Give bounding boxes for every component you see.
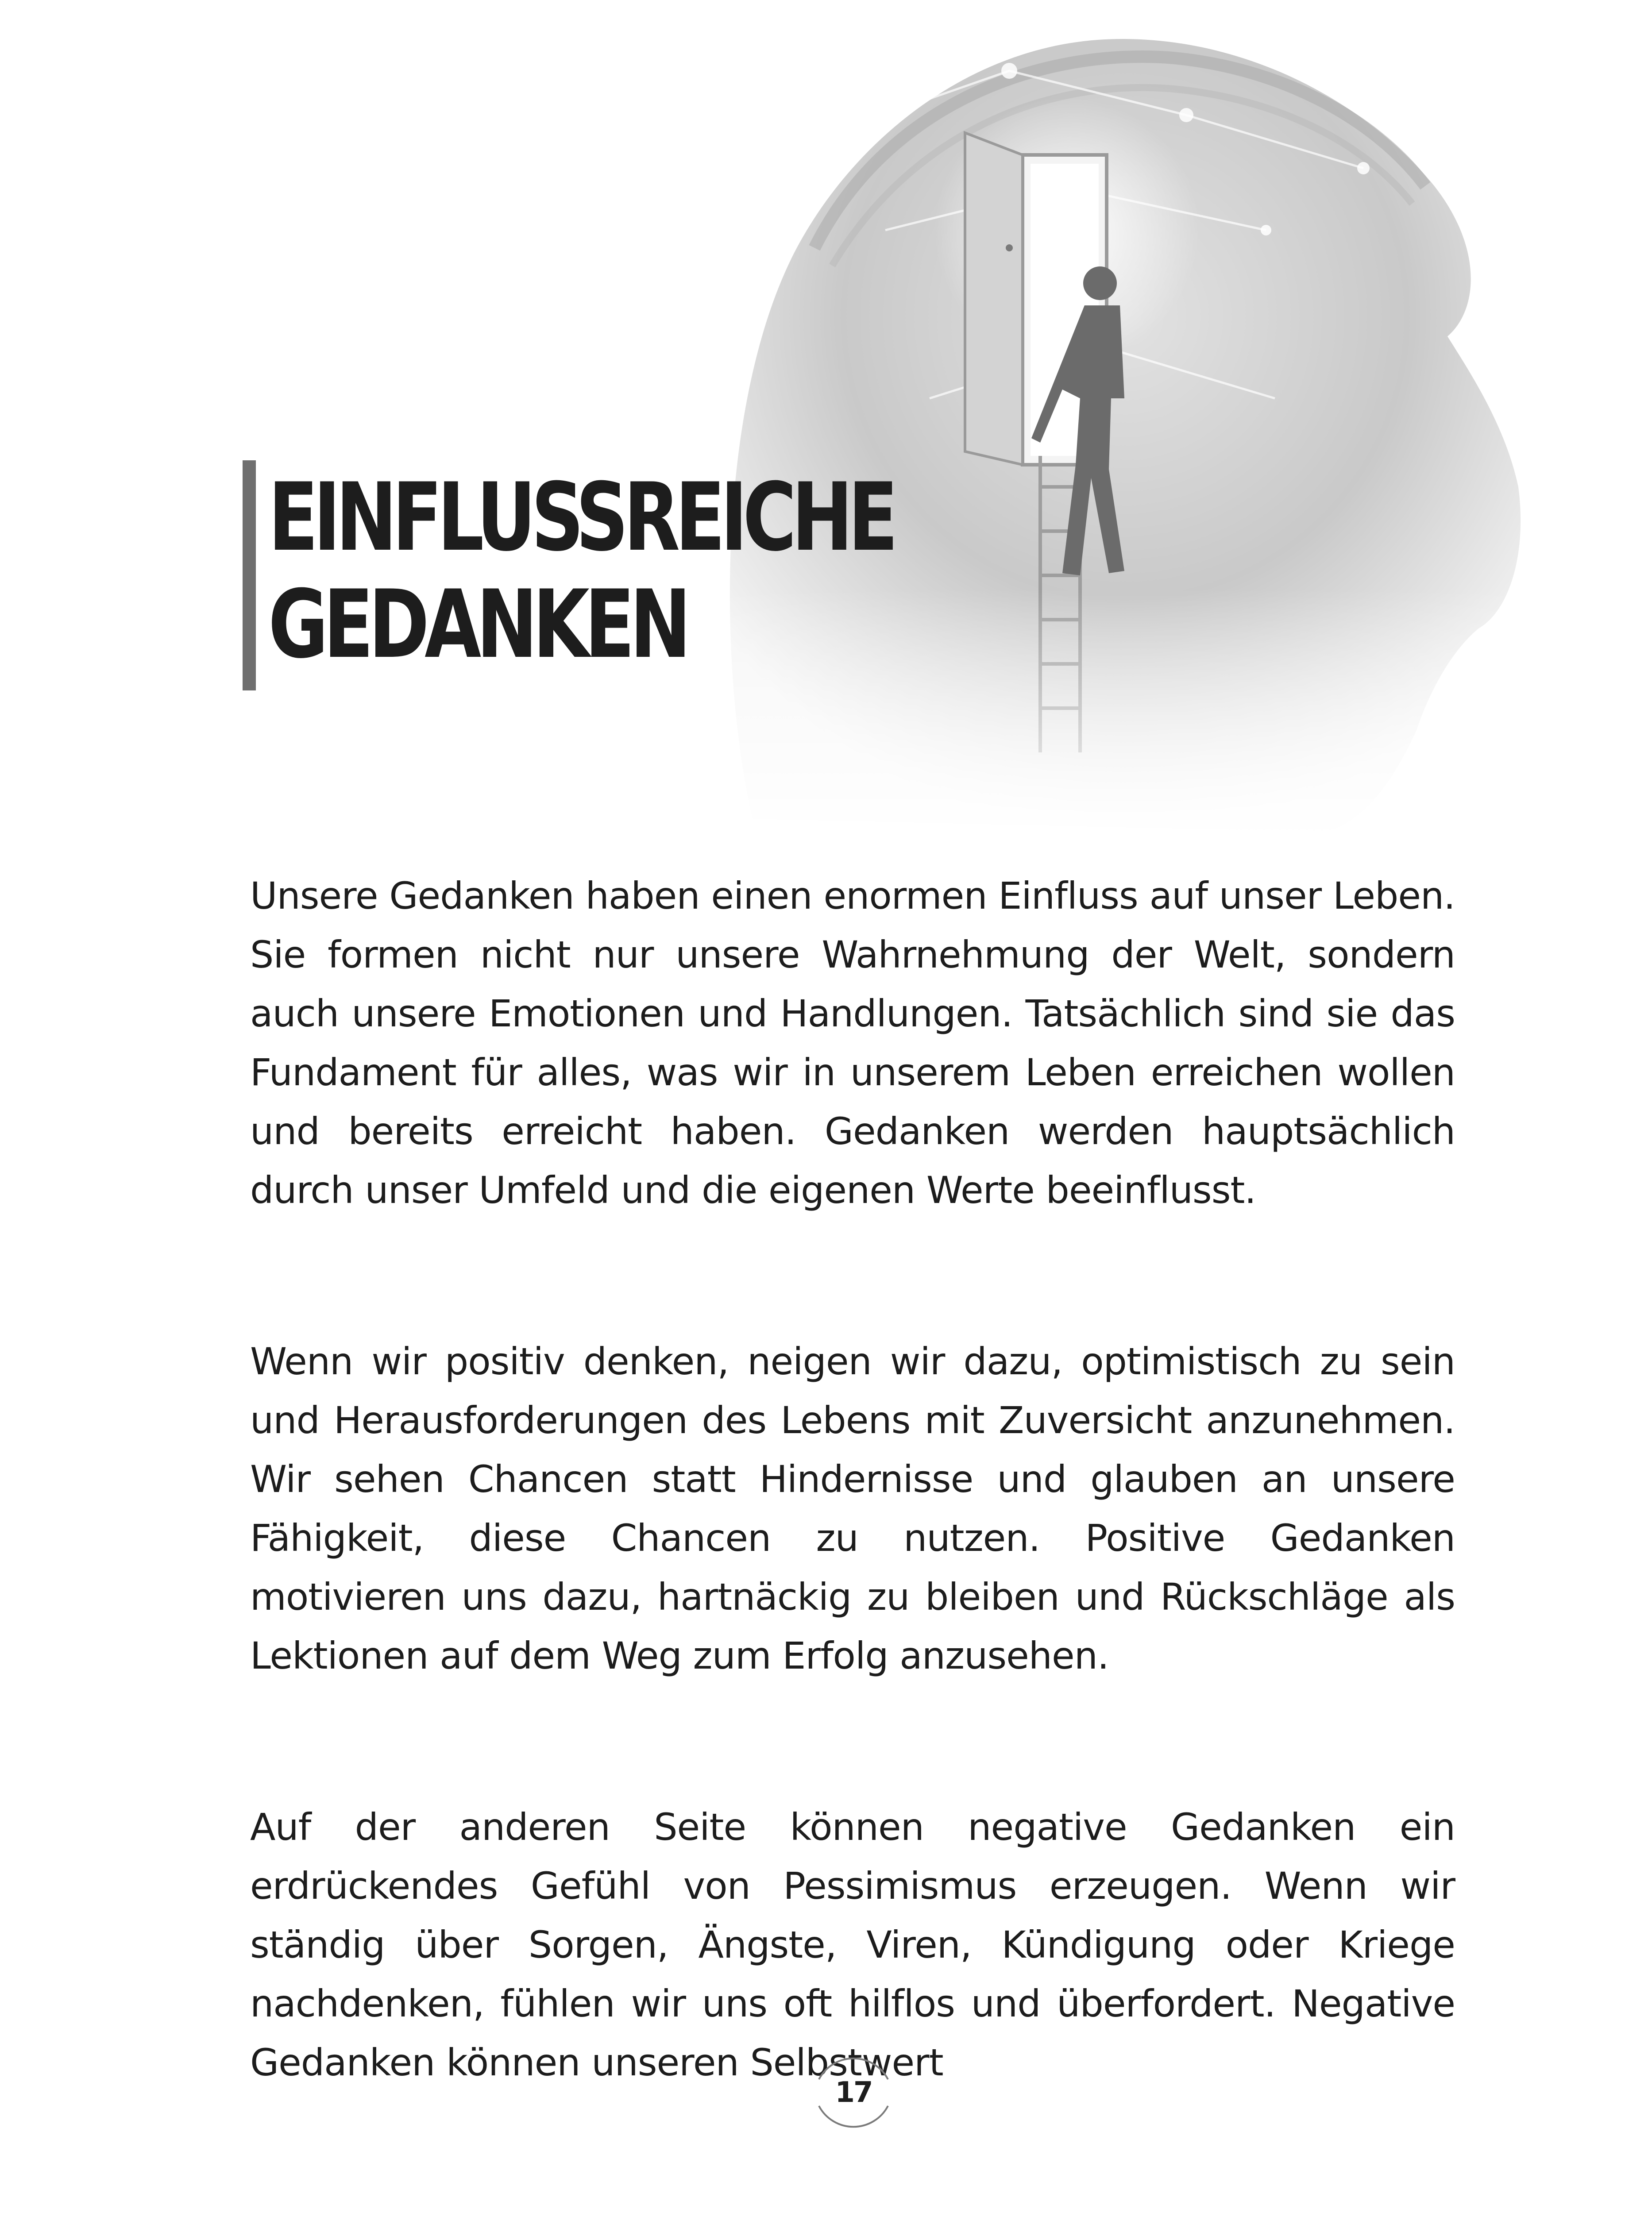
chapter-title-line-2: GEDANKEN xyxy=(268,570,687,679)
page-number: 17 xyxy=(835,2076,872,2109)
paragraph-2: Wenn wir positiv denken, neigen wir dazu, optimistisch zu sein und Herausforderungen des Lebens mit Zuversicht anzunehmen. Wir sehen Chancen statt Hindernisse und glauben an unsere Fähigkeit, diese Chancen zu nutzen. Positive Gedanken motivieren uns dazu, hartnäckig zu bleiben und Rückschläge als Lektionen auf dem Weg zum Erfolg anzusehen. xyxy=(250,1340,1455,1677)
chapter-title-line-1: EINFLUSSREICHE xyxy=(268,463,893,572)
head-silhouette-illustration xyxy=(699,0,1540,841)
paragraph-3: Auf der anderen Seite können negative Gedanken ein erdrückendes Gefühl von Pessimismus erzeugen. Wenn wir ständig über Sorgen, Ängste, Viren, Kündigung oder Kriege nachdenken, fühlen wir uns oft hilflos und überfordert. Negative Gedanken können unseren Selbstwert xyxy=(250,1805,1455,2084)
paragraph-1: Unsere Gedanken haben einen enormen Einfluss auf unser Leben. Sie formen nicht nur unsere Wahrnehmung der Welt, sondern auch unsere Emotionen und Handlungen. Tatsächlich sind sie das Fundament für alles, was wir in unserem Leben erreichen wollen und bereits erreicht haben. Gedanken werden hauptsächlich durch unser Umfeld und die eigenen Werte beeinflusst. xyxy=(250,874,1455,1212)
body-text xyxy=(250,867,1455,2092)
chapter-title xyxy=(243,460,1069,690)
page-number-badge xyxy=(809,2048,898,2137)
